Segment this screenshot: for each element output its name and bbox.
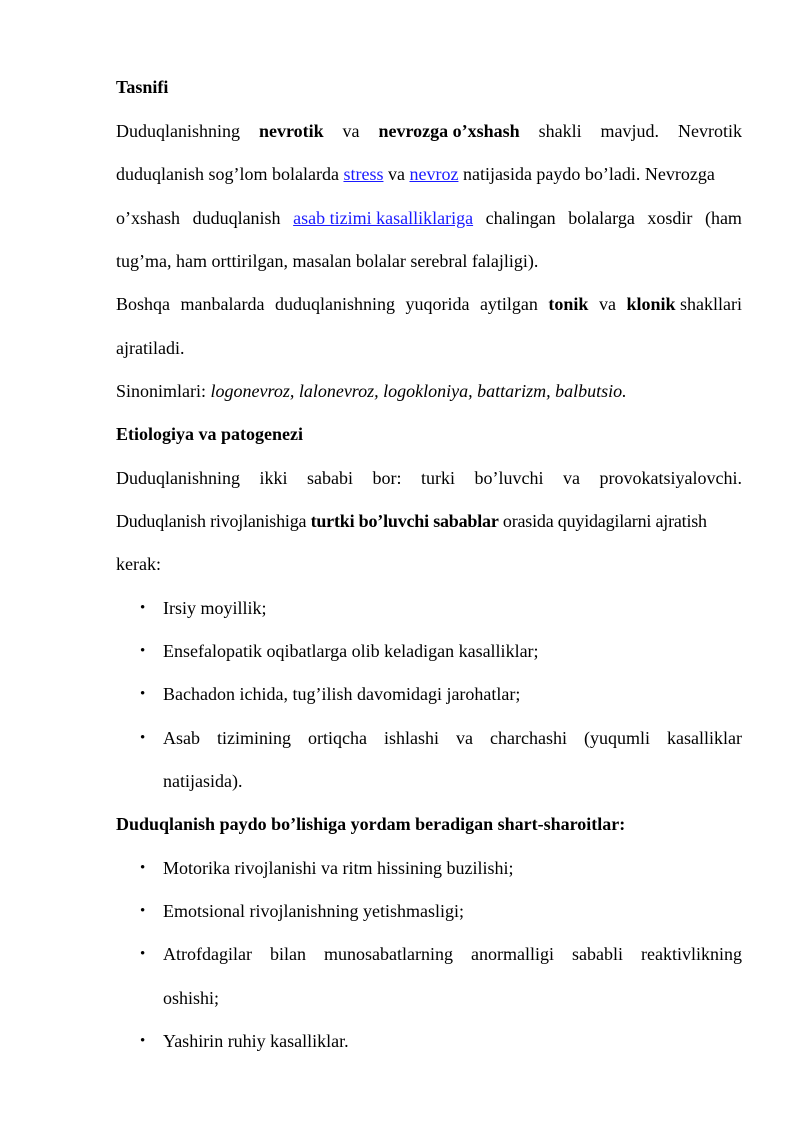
list-item: Bachadon ichida, tug’ilish davomidagi jarohatlar; [163, 684, 521, 704]
paragraph-line: tug’ma, ham orttirilgan, masalan bolalar serebral falajligi). [116, 251, 539, 271]
list-item-continuation: natijasida). [163, 771, 243, 791]
term-nevrozga-oxshash: nevrozga o’xshash [378, 121, 520, 141]
term-turtki-boluvchi-sabablar: turtki bo’luvchi sabablar [310, 511, 499, 531]
bullet-icon: • [140, 643, 146, 659]
paragraph-line: Duduqlanishning ikki sababi bor: turki bo’luvchi va provokatsiyalovchi. [116, 468, 742, 488]
list-item: Asab tizimining ortiqcha ishlashi va charchashi (yuqumli kasalliklar [163, 728, 742, 748]
bullet-icon: • [140, 946, 146, 962]
paragraph-line: Duduqlanish rivojlanishiga turtki bo’luvchi sabablar orasida quyidagilarni ajratish [116, 511, 707, 531]
link-stress[interactable]: stress [343, 164, 384, 184]
paragraph-line: Duduqlanishning nevrotik va nevrozga o’xshash shakli mavjud. Nevrotik [116, 118, 742, 144]
section-heading-sharoitlar: Duduqlanish paydo bo’lishiga yordam beradigan shart-sharoitlar: [116, 814, 626, 834]
synonyms-list: logonevroz, lalonevroz, logokloniya, battarizm, balbutsio. [210, 381, 627, 401]
synonyms-label: Sinonimlari: [116, 381, 211, 401]
list-item: Irsiy moyillik; [163, 598, 267, 618]
bullet-icon: • [140, 860, 146, 876]
list-item-continuation: oshishi; [163, 988, 220, 1008]
bullet-icon: • [140, 903, 146, 919]
term-nevrotik: nevrotik [258, 121, 324, 141]
bullet-icon: • [140, 600, 146, 616]
paragraph-line: ajratiladi. [116, 338, 185, 358]
bullet-icon: • [140, 730, 146, 746]
paragraph-line: duduqlanish sog’lom bolalarda stress va nevroz natijasida paydo bo’ladi. Nevrozga [116, 164, 715, 184]
list-item: Yashirin ruhiy kasalliklar. [163, 1031, 349, 1051]
list-item: Motorika rivojlanishi va ritm hissining buzilishi; [163, 858, 514, 878]
bullet-icon: • [140, 686, 146, 702]
synonyms-line [116, 378, 742, 404]
section-heading-etiologiya: Etiologiya va patogenezi [116, 424, 303, 444]
paragraph-line: kerak: [116, 554, 161, 574]
list-item: Emotsional rivojlanishning yetishmasligi; [163, 901, 464, 921]
term-tonik: tonik [548, 294, 589, 314]
section-heading-tasnifi: Tasnifi [116, 77, 169, 97]
paragraph-line: o’xshash duduqlanish asab tizimi kasalliklariga chalingan bolalarga xosdir (ham [116, 205, 742, 231]
term-klonik: klonik [626, 294, 676, 314]
paragraph-line: Boshqa manbalarda duduqlanishning yuqorida aytilgan tonik va klonik shakllari [116, 291, 742, 317]
list-item: Ensefalopatik oqibatlarga olib keladigan kasalliklar; [163, 641, 539, 661]
bullet-icon: • [140, 1033, 146, 1049]
link-asab-tizimi-kasalliklariga[interactable]: asab tizimi kasalliklariga [293, 208, 474, 228]
link-nevroz[interactable]: nevroz [409, 164, 459, 184]
list-item: Atrofdagilar bilan munosabatlarning anormalligi sababli reaktivlikning [163, 944, 742, 964]
